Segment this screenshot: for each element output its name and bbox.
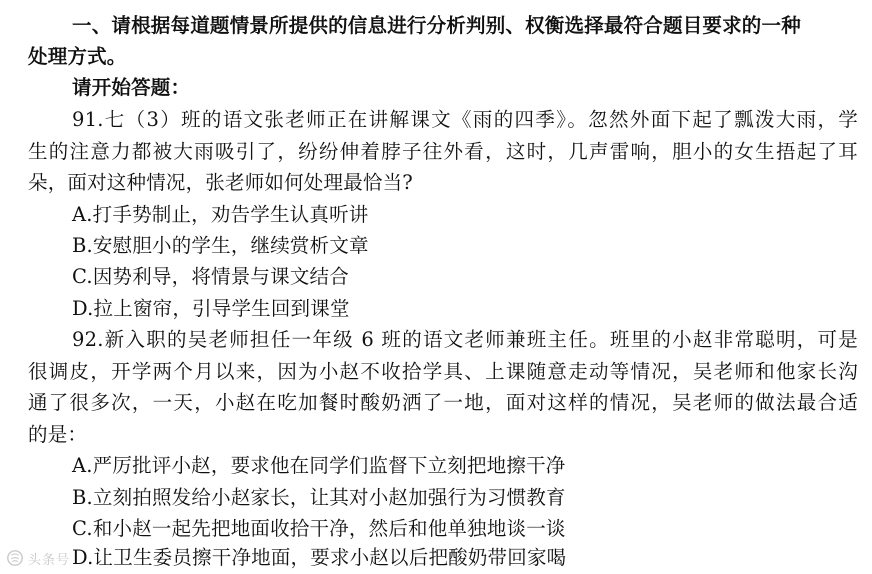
question-92-stem-line-4: 的是： — [28, 423, 88, 446]
question-92-option-d: D.让卫生委员擦干净地面，要求小赵以后把酸奶带回家喝 — [72, 546, 567, 569]
question-91-stem-line-2: 生的注意力都被大雨吸引了，纷纷伸着脖子往外看，这时，几声雷响，胆小的女生捂起了耳 — [28, 140, 858, 163]
question-91-option-b: B.安慰胆小的学生，继续赏析文章 — [72, 234, 369, 257]
watermark-text: 头条号 — [28, 552, 71, 568]
watermark-logo-icon — [6, 549, 24, 567]
question-92-stem-line-3: 通了很多次，一天，小赵在吃加餐时酸奶洒了一地，面对这样的情况，吴老师的做法最合适 — [28, 391, 858, 414]
question-91-option-d: D.拉上窗帘，引导学生回到课堂 — [72, 297, 350, 320]
question-91-stem-line-1: 91.七（3）班的语文张老师正在讲解课文《雨的四季》。忽然外面下起了瓢泼大雨，学 — [72, 108, 858, 131]
start-prompt: 请开始答题： — [72, 76, 191, 99]
question-92-option-c: C.和小赵一起先把地面收拾干净，然后和他单独地谈一谈 — [72, 517, 566, 540]
question-91-stem-line-3: 朵，面对这种情况，张老师如何处理最恰当? — [28, 171, 413, 194]
question-91-option-a: A.打手势制止，劝告学生认真听讲 — [72, 203, 369, 226]
question-92-stem-line-2: 很调皮，开学两个月以来，因为小赵不收拾学具、上课随意走动等情况，吴老师和他家长沟 — [28, 360, 858, 383]
question-92-option-a: A.严厉批评小赵，要求他在同学们监督下立刻把地擦干净 — [72, 454, 566, 477]
section-heading-line-2: 处理方式。 — [28, 45, 127, 68]
question-92-stem-line-1: 92.新入职的吴老师担任一年级 6 班的语文老师兼班主任。班里的小赵非常聪明，可是 — [72, 328, 858, 351]
watermark — [6, 548, 70, 568]
section-heading-line-1: 一、请根据每道题情景所提供的信息进行分析判别、权衡选择最符合题目要求的一种 — [72, 14, 801, 37]
question-92-option-b: B.立刻拍照发给小赵家长，让其对小赵加强行为习惯教育 — [72, 486, 566, 509]
question-91-option-c: C.因势利导，将情景与课文结合 — [72, 265, 349, 288]
